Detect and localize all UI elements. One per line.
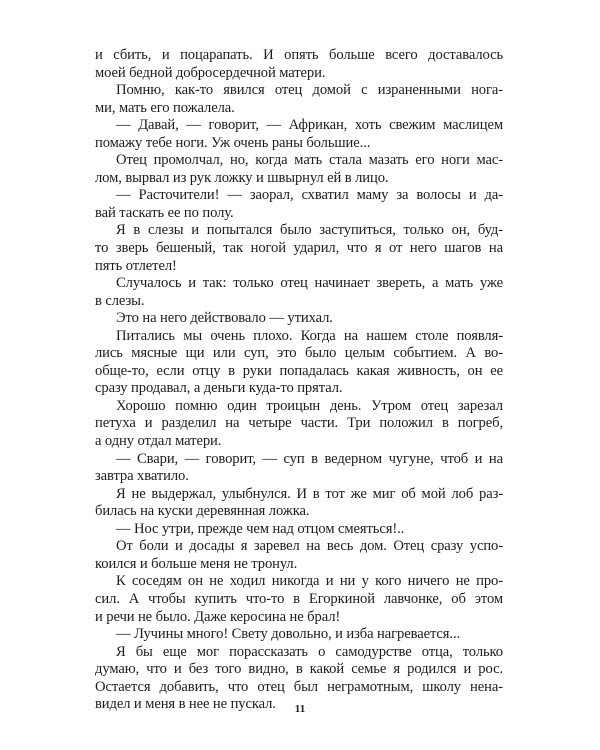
- text-line: и сбить, и поцарапать. И опять больше всего доставалось: [95, 47, 503, 63]
- text-line: обще-то, если отцу в руки попадалась какая живность, он ее: [95, 362, 503, 379]
- text-line: а одну отдал матери.: [95, 433, 222, 450]
- text-line: От боли и досады я заревел на весь дом. Отец сразу успо-: [116, 538, 503, 555]
- text-line: — Нос утри, прежде чем над отцом смеяться!..: [116, 520, 405, 537]
- text-line: Помню, как-то явился отец домой с израненными нога-: [116, 82, 503, 99]
- text-line: и речи не было. Даже керосина не брал!: [95, 608, 341, 625]
- text-line: — Давай, — говорит, — Африкан, хоть свежим маслицем: [116, 117, 503, 134]
- body-text: [95, 47, 503, 714]
- text-line: Я бы еще мог порассказать о самодурстве отца, только: [116, 643, 503, 660]
- text-line: лись мясные щи или суп, это было целым событием. А во-: [95, 345, 503, 362]
- text-line: вай таскать ее по полу.: [95, 204, 234, 221]
- page-number: 11: [294, 703, 306, 715]
- text-line: билась на куски деревянная ложка.: [95, 503, 310, 520]
- text-line: сразу продавал, а деньги куда-то прятал.: [95, 380, 343, 397]
- text-line: сил. А чтобы купить что-то в Егоркиной лавчонке, об этом: [95, 590, 503, 607]
- text-line: Хорошо помню один троицын день. Утром отец зарезал: [116, 397, 503, 414]
- text-line: моей бедной добросердечной матери.: [95, 64, 326, 81]
- text-line: ми, мать его пожалела.: [95, 99, 235, 116]
- text-line: Отец промолчал, но, когда мать стала мазать его ноги мас-: [116, 152, 503, 169]
- text-line: пять отлетел!: [95, 257, 177, 274]
- text-line: видел и меня в нее не пускал.: [95, 696, 276, 713]
- text-line: — Лучины много! Свету довольно, и изба нагревается...: [116, 626, 461, 643]
- text-line: — Свари, — говорит, — суп в ведерном чугуне, чтоб и на: [116, 450, 503, 467]
- text-line: Это на него действовало — утихал.: [116, 310, 333, 327]
- text-line: петуха и разделил на четыре части. Три положил в погреб,: [95, 415, 503, 432]
- text-line: лом, вырвал из рук ложку и швырнул ей в лицо.: [95, 169, 389, 186]
- text-line: помажу тебе ноги. Уж очень раны большие...: [95, 134, 371, 151]
- text-line: К соседям он не ходил никогда и ни у кого ничего не про-: [116, 573, 503, 590]
- text-line: завтра хватило.: [95, 468, 189, 485]
- text-line: Случалось и так: только отец начинает звереть, а мать уже: [116, 275, 503, 292]
- text-line: Остается добавить, что отец был неграмотным, школу нена-: [95, 678, 503, 695]
- text-line: Я в слезы и попытался было заступиться, только он, буд-: [116, 222, 503, 239]
- text-line: Питались мы очень плохо. Когда на нашем столе появля-: [116, 327, 503, 344]
- text-line: то зверь бешеный, так ногой ударил, что я от него шагов на: [95, 240, 503, 257]
- text-line: думаю, что и без того видно, в какой семье я родился и рос.: [95, 661, 503, 678]
- text-line: в слезы.: [95, 292, 145, 309]
- text-line: коился и больше меня не тронул.: [95, 555, 298, 572]
- text-line: Я не выдержал, улыбнулся. И в тот же миг об мой лоб раз-: [116, 485, 503, 502]
- text-line: — Расточители! — заорал, схватил маму за волосы и да-: [116, 187, 503, 204]
